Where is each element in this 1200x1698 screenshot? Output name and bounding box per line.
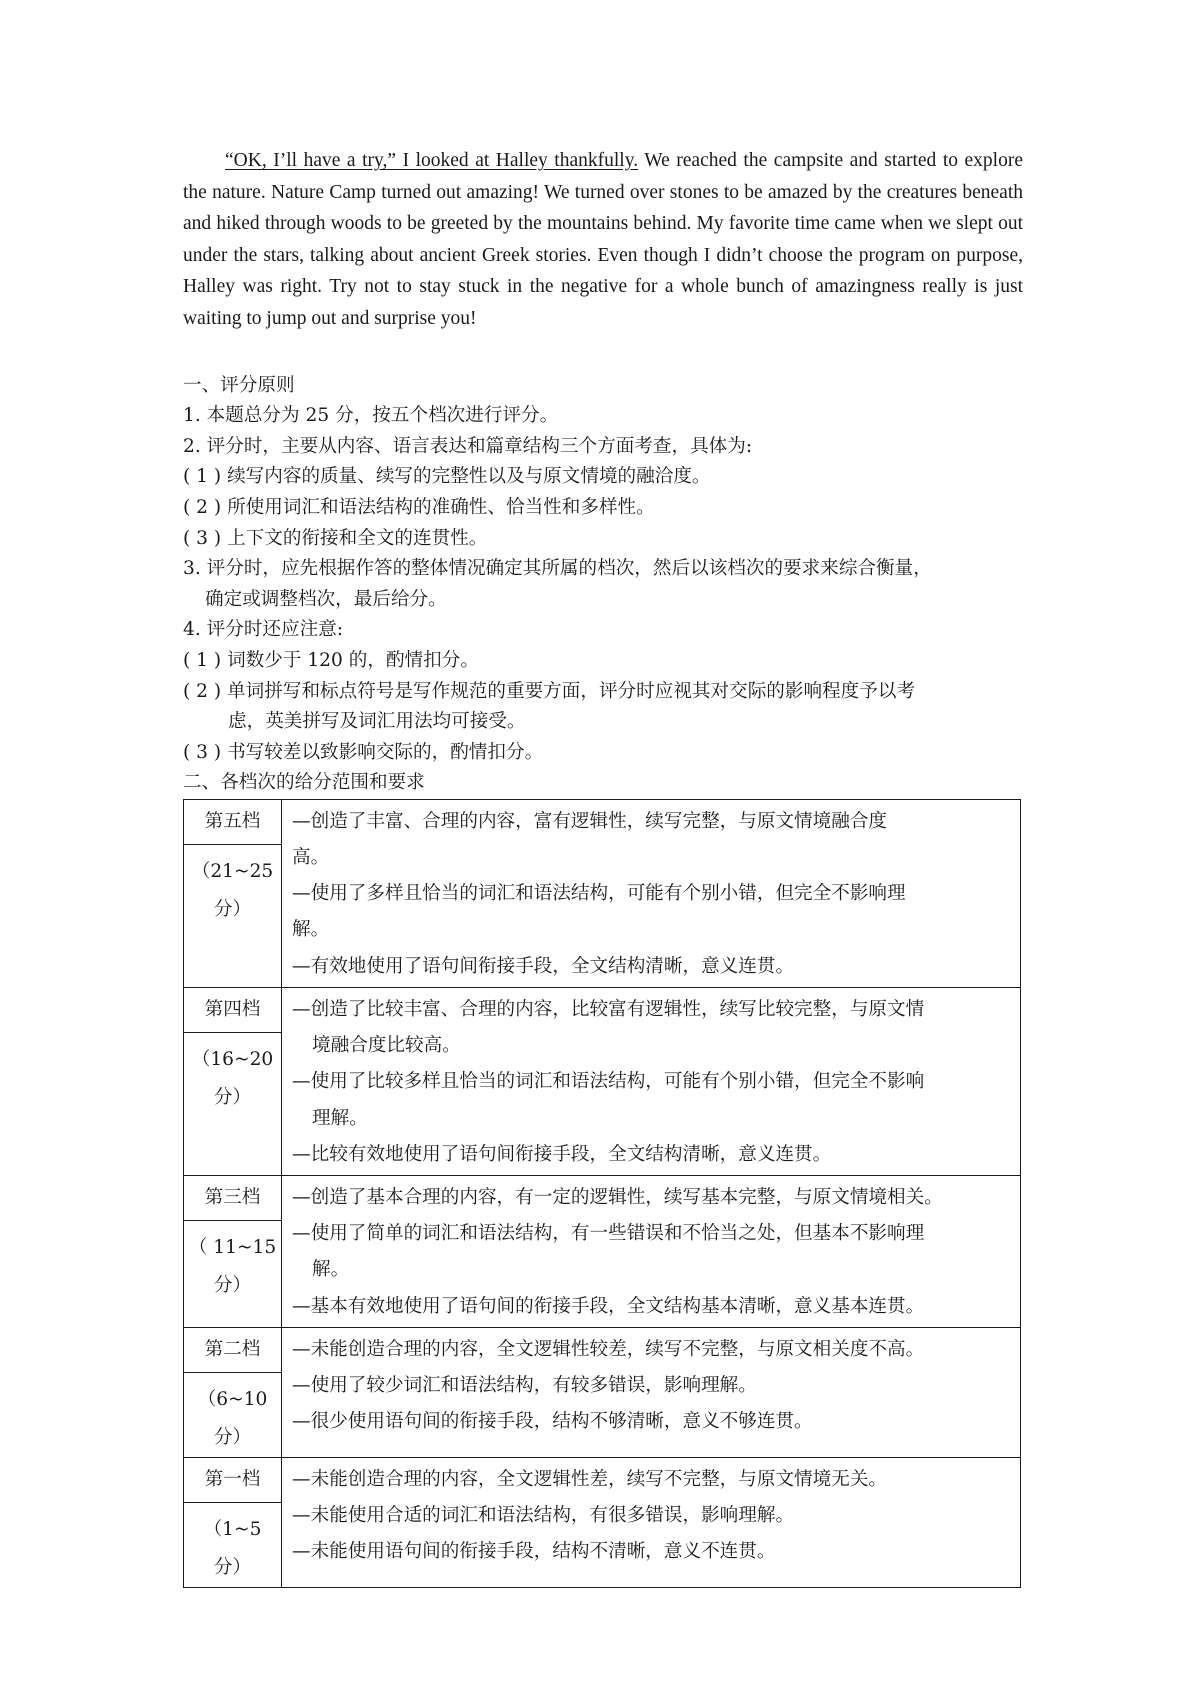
grade-level-cell: [184, 987, 282, 1175]
grade-description-cell: [282, 1327, 1021, 1457]
grade-description-cell: [282, 987, 1021, 1175]
grade-requirement-line: —创造了丰富、合理的内容，富有逻辑性，续写完整，与原文情境融合度: [292, 810, 888, 832]
grade-score-range-unit: 分）: [213, 898, 252, 920]
grade-requirement-line: —创造了比较丰富、合理的内容，比较富有逻辑性，续写比较完整，与原文情: [292, 998, 925, 1020]
grade-score-range-value: （6~10: [197, 1388, 268, 1410]
rule-2-item-1: ( 1 ) 续写内容的质量、续写的完整性以及与原文情境的融洽度。: [183, 466, 711, 488]
essay-body-text: We reached the campsite and started to explore the nature. Nature Camp turned out amazing! We turned over stones to be amazed by the creatures beneath and hiked through woods to be greeted by the mountains behind. My favorite time came when we slept out under the stars, talking about ancient Greek stories. Even though I didn’t choose the program on purpose, Halley was right. Try not to stay stuck in the negative for a whole bunch of amazingness really is just waiting to jump out and surprise you!: [183, 150, 1023, 329]
grade-level-cell: [184, 1327, 282, 1457]
grade-level-name: 第二档: [184, 1328, 281, 1373]
rule-2-item-2: ( 2 ) 所使用词汇和语法结构的准确性、恰当性和多样性。: [183, 496, 655, 518]
grade-level-name: 第三档: [184, 1176, 281, 1221]
grade-requirement-line: —未能创造合理的内容，全文逻辑性差，续写不完整，与原文情境无关。: [292, 1468, 888, 1490]
rule-4-item-3: ( 3 ) 书写较差以致影响交际的，酌情扣分。: [183, 741, 544, 763]
grade-score-range-value: （16~20: [191, 1048, 274, 1070]
rule-1: 1. 本题总分为 25 分，按五个档次进行评分。: [183, 405, 559, 427]
grade-score-range-value: （1~5: [203, 1518, 262, 1540]
grade-score-range: [184, 1373, 281, 1457]
grade-requirement-line: —未能使用语句间的衔接手段，结构不清晰，意义不连贯。: [292, 1541, 776, 1563]
grade-row: [184, 1327, 1021, 1457]
grade-level-cell: [184, 1175, 282, 1327]
rule-3: 3. 评分时，应先根据作答的整体情况确定其所属的档次，然后以该档次的要求来综合衡量，: [183, 558, 932, 580]
rule-4-item-1: ( 1 ) 词数少于 120 的，酌情扣分。: [183, 649, 479, 671]
grade-requirement-line: 高。: [292, 847, 330, 869]
grade-requirement-line: —使用了简单的词汇和语法结构，有一些错误和不恰当之处，但基本不影响理: [292, 1223, 925, 1245]
rule-4-item-2-continued: 虑，英美拼写及词汇用法均可接受。: [228, 711, 526, 733]
grade-level-name: 第四档: [184, 988, 281, 1033]
grade-level-cell: [184, 1457, 282, 1587]
grade-requirement-line: 理解。: [312, 1107, 368, 1129]
section-heading-principles: 一、评分原则: [183, 374, 295, 396]
grade-requirement-line: —比较有效地使用了语句间衔接手段，全文结构清晰，意义连贯。: [292, 1143, 832, 1165]
grade-score-range-value: （ 11~15: [188, 1236, 277, 1258]
grade-row: [184, 799, 1021, 987]
grade-requirement-line: —创造了基本合理的内容，有一定的逻辑性，续写基本完整，与原文情境相关。: [292, 1186, 943, 1208]
grade-row: [184, 987, 1021, 1175]
grade-requirement-line: 解。: [292, 919, 330, 941]
essay-underlined-sentence: “OK, I’ll have a try,” I looked at Halley thankfully.: [225, 150, 639, 171]
grade-score-range-unit: 分）: [213, 1556, 252, 1578]
grade-level-name: 第五档: [184, 800, 281, 845]
grade-requirement-line: —未能使用合适的词汇和语法结构，有很多错误，影响理解。: [292, 1504, 795, 1526]
grade-score-range-unit: 分）: [213, 1086, 252, 1108]
grade-requirement-line: —未能创造合理的内容，全文逻辑性较差，续写不完整，与原文相关度不高。: [292, 1338, 925, 1360]
grade-description-cell: [282, 1175, 1021, 1327]
grade-score-range-unit: 分）: [213, 1426, 252, 1448]
grade-score-range: [184, 1503, 281, 1587]
rule-2-item-3: ( 3 ) 上下文的衔接和全文的连贯性。: [183, 527, 488, 549]
grade-row: [184, 1457, 1021, 1587]
grade-requirement-line: 解。: [312, 1259, 350, 1281]
grade-row: [184, 1175, 1021, 1327]
grade-description-cell: [282, 1457, 1021, 1587]
grade-score-range: [184, 845, 281, 929]
grade-score-range: [184, 1033, 281, 1117]
grade-level-cell: [184, 799, 282, 987]
grade-requirement-line: —基本有效地使用了语句间的衔接手段，全文结构基本清晰，意义基本连贯。: [292, 1295, 925, 1317]
section-heading-grades: 二、各档次的给分范围和要求: [183, 772, 425, 794]
scoring-principles: [183, 371, 1023, 799]
grade-score-range-value: （21~25: [191, 860, 274, 882]
grade-score-range: [184, 1221, 281, 1305]
grade-description-cell: [282, 799, 1021, 987]
grade-requirement-line: 境融合度比较高。: [312, 1035, 461, 1057]
essay-paragraph: [183, 145, 1023, 335]
grade-requirement-line: —使用了多样且恰当的词汇和语法结构，可能有个别小错，但完全不影响理: [292, 883, 906, 905]
rule-4-item-2: ( 2 ) 单词拼写和标点符号是写作规范的重要方面，评分时应视其对交际的影响程度予以考: [183, 680, 916, 702]
grade-level-name: 第一档: [184, 1458, 281, 1503]
rule-3-continued: 确定或调整档次，最后给分。: [205, 588, 447, 610]
grade-score-range-unit: 分）: [213, 1274, 252, 1296]
grade-table: [183, 799, 1021, 1588]
document-page: [183, 145, 1023, 1588]
rule-4: 4. 评分时还应注意:: [183, 619, 344, 641]
rule-2: 2. 评分时，主要从内容、语言表达和篇章结构三个方面考查，具体为:: [183, 435, 753, 457]
grade-requirement-line: —很少使用语句间的衔接手段，结构不够清晰，意义不够连贯。: [292, 1411, 813, 1433]
grade-requirement-line: —使用了较少词汇和语法结构，有较多错误，影响理解。: [292, 1374, 757, 1396]
grade-requirement-line: —有效地使用了语句间衔接手段，全文结构清晰，意义连贯。: [292, 955, 795, 977]
grade-requirement-line: —使用了比较多样且恰当的词汇和语法结构，可能有个别小错，但完全不影响: [292, 1071, 925, 1093]
